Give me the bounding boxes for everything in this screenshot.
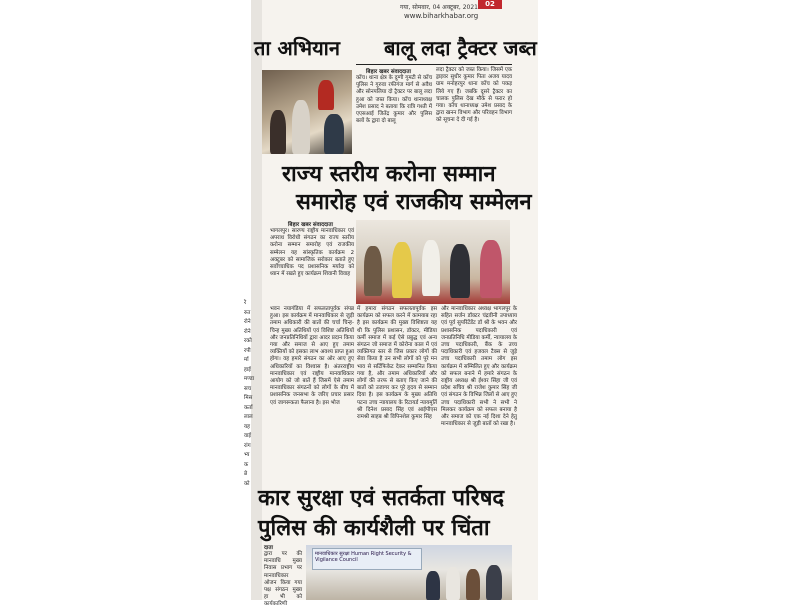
left-page-fragment: वाई bbox=[244, 433, 252, 439]
left-page-fragment: भ्य bbox=[244, 452, 250, 458]
article-middle-col3: और मानवाधिकार अध्यक्ष भागलपुर के सहित सर्जन डॉक्टर चंद्रवीनी उपाध्याय एवं पूर्व सुपरिंटेंडेंट डॉ श्री के भवन और प्रशासनिक पदाधिकारी एवं जनप्रतिनिधि मीडिया कर्मी, न्यायालय के उच्च पदाधिकारी, बैंक के उच्च पदाधिकारी एवं हजवल टैक्स से जुड़े उच्च पदाधिकारी तमाम लोग इस कार्यक्रम में सम्मिलित हुए और कार्यक्रम को सफल बनाने में हमारे संगठन के राष्ट्रीय अध्यक्ष श्री ईश्वर सिंहा जी एवं प्रदेश सचिव श्री राजेश कुमार सिंह जी एवं संगठन के विभिन्न जिलों से आए हुए उच्च पदाधिकारी सभी ने सभी ने मिलकर कार्यक्रम को सफल बनाया है और समाज को एक नई दिशा देने हेतु मानवाधिकार से जुड़ी बातों को रखा है। bbox=[441, 306, 517, 428]
left-page-fragment: लाल bbox=[244, 414, 253, 420]
headline-top-right: बालू लदा ट्रैक्टर जब्त bbox=[384, 36, 537, 60]
photo-bottom-event bbox=[306, 545, 512, 600]
article-top-right-col2: लदा ट्रैक्टर को जब्त किया। जिसमें एक ड्राइवर सुधीर कुमार पिता अजय यादव ग्राम मनोहरपुर थाना कोंच को पकड़ लिये गए हैं। जबकि दूसरे ट्रैक्टर का चालक पुलिस देख मौके से फरार हो गया। कोंच थानाध्यक्ष उमेश प्रसाद के द्वारा खनन विभाग और परिवहन विभाग को सूचना दे दी गई है। bbox=[436, 67, 512, 124]
headline-bottom-line2: पुलिस की कार्यशैली पर चिंता bbox=[258, 516, 490, 541]
left-page-fragment: हाई bbox=[244, 366, 251, 373]
left-page-fragment: रोने bbox=[244, 319, 251, 325]
newspaper-page bbox=[254, 0, 538, 608]
masthead-website: www.biharkhabar.org bbox=[404, 12, 479, 20]
photo-middle-event bbox=[356, 220, 510, 304]
left-page-fragment: रोने bbox=[244, 328, 251, 335]
masthead-date: गया, सोमवार, 04 अक्टूबर, 2021 bbox=[400, 4, 478, 11]
left-page-fragment: मण्डा bbox=[244, 376, 255, 382]
headline-bottom-line1: कार सुरक्षा एवं सतर्कता परिषद bbox=[258, 486, 505, 511]
article-top-right-col1: कोंच। थाना क्षेत्र के दुग्गी गुमटी से कोंच पुलिस ने गुरुवा रफीगंज मार्ग से अवैध और सोनपलिया दो ट्रैक्टर पर बालू लदा हुआ को जब्त किया। कोंच थानाध्यक्ष उमेश प्रसाद ने बताया कि रात्रि गश्ती में एएसआई जितेंद्र कुमार और पुलिस बलों के द्वारा दो बालू bbox=[356, 75, 432, 125]
rule-top-right bbox=[356, 64, 512, 65]
left-page-fragment: सच bbox=[244, 385, 252, 392]
left-page-fragment: यह bbox=[244, 423, 250, 430]
left-page-fragment: रांग bbox=[244, 442, 251, 449]
left-page-fragment: रपी bbox=[244, 347, 251, 354]
photo-top-left bbox=[262, 70, 352, 154]
event-banner: मानवाधिकार सुरक्षा Human Right Security & Vigilance Council bbox=[312, 548, 422, 570]
article-middle-col2: में हमारा संगठन सफलतापूर्वक इस कार्यक्रम को सफल करने में कामयाब रहा है इस कार्यक्रम की मुख्य विशिष्टता यह थी कि पुलिस प्रशासन, डॉक्टर, मीडिया कर्मी समाज में कई ऐसे प्रबुद्ध एवं अन्य संगठन जो समाज में कोरोना काल में एवं व्यक्तिगत स्तर से जिस प्रकार लोगों की सेवा किया है उन सभी लोगों को पूरे मन भाव से सर्टिफिकेट देकर सम्मानित किया गया है, और तमाम अधिकारियों और लोगों की तरफ से बताए किए जाने की बातों को उजागर कर पूरे हृदय से सम्मान दिया है। इस कार्यक्रम के मुख्य अतिथि पटना उच्च न्यायालय के रिटायर्ड न्यायमूर्ति श्री दिनेश प्रसाद सिंह एवं आईपीएस रामश्री साहब श्री विपिनशेल कुमार सिंह bbox=[357, 306, 437, 421]
article-bottom-col1: द्वारा पर की मानवाधि मुख्य निवास प्रभाग पर मानवाधिकार ओजन किया गया पक्ष संगठन मुख्य हा भी को कार्यकारिणी bbox=[264, 551, 302, 608]
headline-top-left-fragment: ता अभियान bbox=[254, 36, 340, 60]
left-page-fragment: मिस bbox=[244, 395, 253, 401]
article-middle-col1-top: भागलपुर। सारण्य राष्ट्रीय मानवाधिकार एवं अपराध विरोधी संगठन का राज्य स्तरीय करोना सम्मान समारोह एवं राजकीय सम्मेलन यह सांस्कृतिक कार्यक्रम 2 अक्टूबर को सामाजिक सरोकार बताते हुए सर्वोच्चाधिक पद प्रशासनिक मर्यादा को ध्यान में रखते हुए कार्यक्रम शिवानी विवाह bbox=[270, 228, 354, 278]
headline-middle-line2: समारोह एवं राजकीय सम्मेलन bbox=[296, 190, 532, 215]
left-page-fragment: क bbox=[244, 461, 249, 468]
byline-middle: बिहार खबर संवाददाता bbox=[288, 222, 333, 228]
left-page-fragment: रे bbox=[244, 300, 247, 306]
article-middle-col1-bottom: भवन नयागंडिया में सफलतापूर्वक संपन्न हुआ। इस कार्यक्रम में मानवाधिकार से जुड़ी तमाम अधिकारी की बातों की चर्चा चिन्ह-चिन्ह मुख्य अतिथियों एवं विशिष्ट अतिथियों और जनप्रतिनिधियों द्वारा आदर प्रदान किया गया और समाज से आए हुए तमाम व्यक्तियों को इसका लाभ अवश्य प्राप्त हुआ होगा। वह हमारे संगठन का ओर आए हुए अधिकारियों का विश्वास है। अंतरराष्ट्रीय मानवाधिकार एवं राष्ट्रीय मानवाधिकार आयोग को जो बातें हैं जिसमें ऐसे तमाम मानवाधिकार संगठनों को लोगों के बीच में प्रशासनिक जनसभा के जरिए प्रचार प्रसार एवं जागरूकता फैलाना है। इस भोज bbox=[270, 306, 354, 406]
byline-bottom: दाता bbox=[264, 545, 273, 551]
left-page-fragment: र्मा bbox=[244, 357, 249, 363]
left-page-fragment: कर्ता bbox=[244, 404, 253, 411]
left-page-fragment: न्ने bbox=[244, 471, 248, 477]
headline-middle-line1: राज्य स्तरीय करोना सम्मान bbox=[282, 162, 496, 187]
left-page-fragment: को bbox=[244, 480, 250, 487]
page-number-badge: 02 bbox=[478, 0, 502, 9]
byline-top-right: बिहार खबर संवाददाता bbox=[366, 69, 411, 75]
left-page-fragment: रुत bbox=[244, 309, 251, 316]
left-page-fragment: रको bbox=[244, 338, 252, 344]
